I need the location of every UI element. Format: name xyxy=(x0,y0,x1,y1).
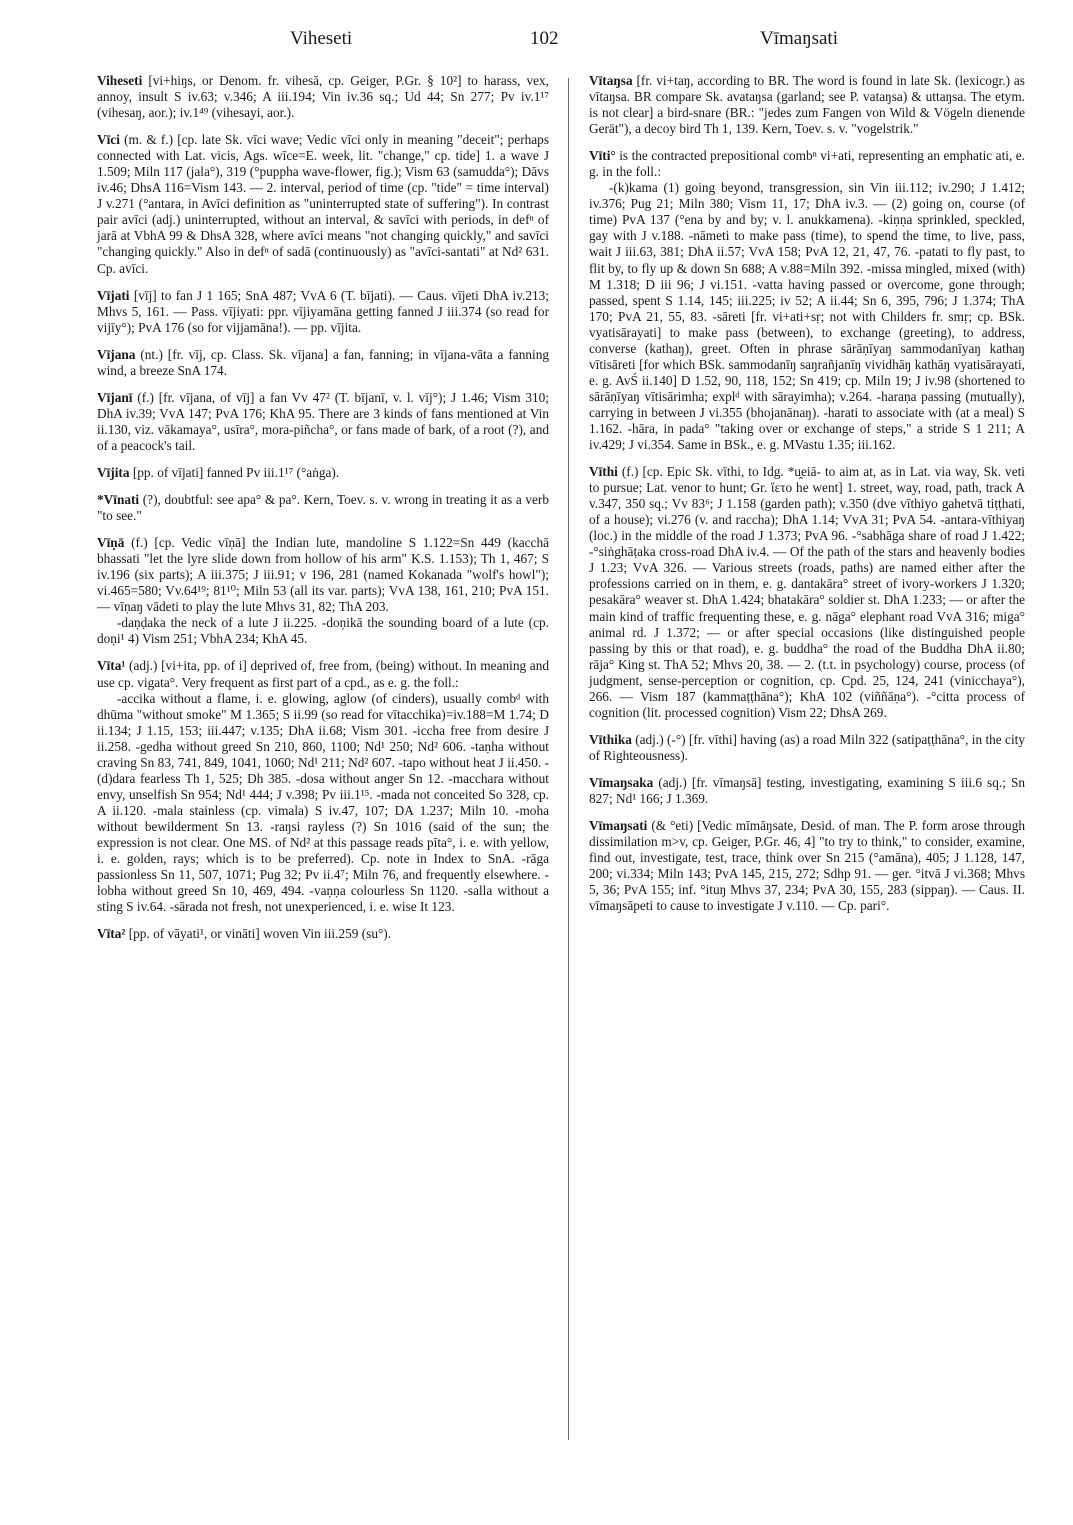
entry-text: is the contracted prepositional combⁿ vi+ati, representing an emphatic ati, e. g. in the foll.: xyxy=(589,148,1025,180)
dictionary-entry xyxy=(589,148,1025,180)
headword: Vījati xyxy=(97,287,130,303)
page-header xyxy=(0,28,1073,62)
entry-text: -accika without a flame, i. e. glowing, aglow (of cinders), usually combᵈ with dhūma "without smoke" M 1.365; S ii.99 (so read for vītacchika)=iv.188=M 1.74; D ii.134; J 1.15, 153; iii.447; v.135; DhA ii.68; Vism 301. -iccha free from desire J ii.258. -gedha without greed Sn 210, 860, 1100; Nd¹ 250; Nd² 606. -taṇha without craving Sn 83, 741, 849, 1041, 1060; Nd¹ 211; Nd² 607. -tapo without heat J ii.450. -(d)dara fearless Th 1, 525; Dh 385. -dosa without anger Sn 12. -macchara without envy, unselfish Sn 954; Nd¹ 444; J v.398; Pv iii.1¹⁵. -mada not conceited So 328, cp. A ii.120. -mala stainless (cp. vimala) S iv.47, 107; DA 1.237; Miln 10. -moha without bewilderment Sn 13. -raŋsi rayless (?) Sn 1016 (said of the sun; the expression is not clear. One MS. of Nd² at this passage reads pīta°, i. e. with yellow, i. e. golden, rays; which is to be preferred). Cp. note in Index to SnA. -rāga passionless Sn 11, 507, 1071; Pug 32; Pv ii.4⁷; Miln 76, and frequently elsewhere. -lobha without greed Sn 10, 469, 494. -vaṇṇa colourless Sn 1120. -salla without a sting S iv.64. -sārada not fresh, not unexperienced, i. e. wise It 123. xyxy=(97,690,549,915)
dictionary-entry xyxy=(97,288,549,336)
header-left-guideword: Viheseti xyxy=(290,28,353,49)
dictionary-entry xyxy=(589,73,1025,137)
column-divider xyxy=(568,78,569,1440)
headword: Vījanī xyxy=(97,389,133,405)
dictionary-entry xyxy=(97,535,549,615)
headword: Vījita xyxy=(97,464,130,480)
entry-text: (adj.) [vi+ita, pp. of i] deprived of, free from, (being) without. In meaning and use cp. vigata°. Very frequent as first part of a cpd., as e. g. the foll.: xyxy=(97,658,549,690)
entry-text: [pp. of vāyati¹, or vināti] woven Vin iii.259 (su°). xyxy=(125,926,392,942)
entry-text: [pp. of vījati] fanned Pv iii.1¹⁷ (°aṅga). xyxy=(129,464,340,480)
right-column xyxy=(589,73,1025,925)
dictionary-entry xyxy=(97,73,549,121)
entry-text: (adj.) (-°) [fr. vīthi] having (as) a road Miln 322 (satipaṭṭhāna°, in the city of Righteousness). xyxy=(589,731,1025,763)
entry-text: (?), doubtful: see apa° & pa°. Kern, Toev. s. v. wrong in treating it as a verb "to see." xyxy=(97,492,549,524)
dictionary-entry xyxy=(97,390,549,454)
entry-text: (adj.) [fr. vīmaŋsā] testing, investigating, examining S iii.6 sq.; Sn 827; Nd¹ 166; J 1.369. xyxy=(589,774,1025,806)
entry-text: (f.) [cp. Epic Sk. vīthi, to Idg. *u̯eiā- to aim at, as in Lat. via way, Sk. veti to pursue; Lat. venor to hunt; Gr. ἵετο he went] 1. street, way, road, path, track A v.347, 350 sq.; Vv 83⁶; J 1.158 (garden path); v.350 (dve vīthiyo gahetvā tiṭṭhati, of a house); vi.276 (v. and raccha); DhA 1.14; VvA 31; PvA 54. -antara-vīthiyaŋ (loc.) in the middle of the road J 1.373; PvA 96. -°sabhāga share of road J 1.422; -°siṅghāṭaka cross-road DhA iv.4. — Of the path of the stars and heavenly bodies J 1.23; VvA 326. — Various streets (roads, paths) are named either after the professions carried on in them, e. g. dantakāra° street of ivory-workers J 1.320; pesakāra° weaver st. DhA 1.424; bhatakāra° soldier st. DhA 1.233; — or after the main kind of traffic frequenting these, e. g. nāga° elephant road VvA 316; miga° animal rd. J 1.372; — or after special occasions (like distinguished people passing by this or that road), e. g. buddha° the road of the Buddha DhA ii.80; rāja° King st. ThA 52; Mhvs 20, 38. — 2. (t.t. in psychology) course, process (of judgment, sense-perception or cognition, cp. Cpd. 25, 124, 241 (vinicchaya°), 266. — Vism 187 (kammaṭṭhāna°); KhA 102 (viññāṇa°). -°citta process of cognition (lit. processed cognition) Vism 22; DhsA 269. xyxy=(589,464,1025,720)
entry-text: [vīj] to fan J 1 165; SnA 487; VvA 6 (T. bījati). — Caus. vījeti DhA iv.213; Mhvs 5, 161. — Pass. vījiyati: ppr. vījiyamāna getting fanned J iii.374 (so read for vijīy°); PvA 176 (so for vijjamāna!). — pp. vījita. xyxy=(97,287,549,335)
dictionary-entry xyxy=(97,658,549,690)
dictionary-entry xyxy=(97,132,549,276)
headword: Vījana xyxy=(97,346,136,362)
entry-text: (& °eti) [Vedic mīmāŋsate, Desid. of man. The P. form arose through dissimilation m>v, cp. Geiger, P.Gr. 46, 4] "to try to think," to consider, examine, find out, investigate, test, trace, think over Sn 215 (°amāna), 405; J 1.128, 147, 200; vi.334; Miln 143; PvA 145, 215, 272; Sdhp 91. — ger. °itvā J vi.368; Mhvs 5, 36; PvA 155; inf. °ituŋ Mhvs 37, 234; PvA 30, 155, 283 (sippaŋ). — Caus. II. vīmaŋsāpeti to cause to investigate J v.110. — Cp. pari°. xyxy=(589,818,1025,914)
entry-text: (m. & f.) [cp. late Sk. vīci wave; Vedic vīci only in meaning "deceit"; perhaps connected with Lat. vicis, Ags. wīce=E. week, lit. "change," cp. tide] 1. a wave J 1.509; Miln 117 (jala°), 319 (°puppha wave-flower, fig.); Vism 63 (samudda°); Dāvs iv.46; DhsA 116=Vism 143. — 2. interval, period of time (cp. "tide" = time interval) J v.271 (°antara, in Avīci definition as "uninterrupted state of suffering"). In contrast pair avīci (adj.) uninterrupted, without an interval, & savīci with periods, in defⁿ of jarā at VbhA 99 & DhsA 328, where avīci means "not changing quickly," and savīci "changing quickly." Also in defⁿ of sadā (continuously) as "avīci-santati" at Nd² 631. Cp. avīci. xyxy=(97,132,549,276)
headword: Vīta¹ xyxy=(97,658,126,674)
dictionary-subentry xyxy=(97,615,549,647)
headword: *Vīnati xyxy=(97,492,140,508)
dictionary-entry xyxy=(97,347,549,379)
headword: Vīthi xyxy=(589,464,618,480)
dictionary-entry xyxy=(589,732,1025,764)
headword: Vīmaŋsaka xyxy=(589,774,654,790)
header-right-guideword: Vīmaŋsati xyxy=(760,28,838,49)
headword: Vīta² xyxy=(97,926,126,942)
page-number: 102 xyxy=(530,28,559,49)
headword: Vīthika xyxy=(589,731,632,747)
entry-text: -(k)kama (1) going beyond, transgression, sin Vin iii.112; iv.290; J 1.412; iv.376; Pug 21; Miln 380; Vism 11, 17; DhA iv.3. — (2) going on, course (of time) PvA 137 (°ena by and by; v. l. anukkamena). -kiṇṇa sprinkled, speckled, gay with J v.188. -nāmeti to make pass (time), to spend the time, to live, pass, wait J iii.63, 381; DhA ii.57; VvA 158; PvA 12, 21, 47, 76. -patati to fly past, to flit by, to fly up & down Sn 688; A v.88=Miln 392. -missa mingled, mixed (with) M 1.318; D iii 96; J vi.151. -vatta having passed or overcome, gone through; passed, spent S 1.14, 145; iii.225; iv 52; A ii.44; Sn 6, 395, 796; J 1.374; ThA 170; PvA 21, 55, 83. -sāreti [fr. vi+ati+sṛ; not with Childers fr. smṛ; cp. BSk. vyatisārayati] to make pass (between), to exchange (greeting), to address, converse (kathaŋ), greet. Often in phrase sārāṇīyaŋ sammodanīyaŋ kathaŋ vītisāreti [for which BSk. sammodanīŋ saŋrañjanīŋ vividhāŋ kathāŋ vyatisārayati, e. g. AvŚ ii.140] D 1.52, 90, 118, 152; Sn 419; cp. Miln 19; J iv.98 (shortened to sārāṇīyaŋ vītisārimha; explᵈ with sārayimha); v.264. -haraṇa passing (mutually), carrying in between J vi.355 (bhojanānaŋ). -harati to associate with (at a meal) S 1.162. -hāra, in pada° "taking over or exchange of steps," a stride S 1 211; A iv.429; J vi.354. Same in BSk., e. g. MVastu 1.35; iii.162. xyxy=(589,180,1025,453)
entry-text: (nt.) [fr. vīj, cp. Class. Sk. vījana] a fan, fanning; in vījana-vāta a fanning wind, a breeze SnA 174. xyxy=(97,346,549,378)
dictionary-entry xyxy=(589,818,1025,914)
dictionary-entry xyxy=(97,465,549,481)
headword: Vītaŋsa xyxy=(589,73,633,88)
headword: Vīṇā xyxy=(97,535,125,551)
dictionary-entry xyxy=(589,464,1025,721)
dictionary-entry xyxy=(589,775,1025,807)
headword: Vīti° xyxy=(589,148,616,164)
dictionary-subentry xyxy=(97,691,549,916)
entry-text: [vi+hiŋs, or Denom. fr. vihesā, cp. Geiger, P.Gr. § 10²] to harass, vex, annoy, insult S iv.63; v.346; A iii.194; Vin iv.36 sq.; Ud 44; Sn 277; Pv iv.1¹⁷ (vihesaŋ, aor.); iv.1⁴⁹ (vihesayi, aor.). xyxy=(97,73,549,121)
headword: Vīmaŋsati xyxy=(589,818,648,834)
entry-text: (f.) [fr. vījana, of vīj] a fan Vv 47² (T. bījanī, v. l. vīj°); J 1.46; Vism 310; DhA iv.39; VvA 147; PvA 176; KhA 95. There are 3 kinds of fans mentioned at Vin ii.130, viz. vākamaya°, usīra°, mora-piñcha°, or fans made of bark, of a root (?), and of a peacock's tail. xyxy=(97,389,549,453)
dictionary-subentry xyxy=(589,180,1025,453)
dictionary-entry xyxy=(97,926,549,942)
dictionary-entry xyxy=(97,492,549,524)
entry-text: -daṇḍaka the neck of a lute J ii.225. -doṇikā the sounding board of a lute (cp. doṇi¹ 4) Vism 251; VbhA 234; KhA 45. xyxy=(97,615,549,647)
headword: Vīci xyxy=(97,132,120,148)
headword: Viheseti xyxy=(97,73,143,88)
left-column xyxy=(97,73,549,953)
entry-text: [fr. vi+taŋ, according to BR. The word is found in late Sk. (lexicogr.) as vītaŋsa. BR compare Sk. avataŋsa (garland; see P. vataŋsa) & uttaŋsa. The etym. is not clear] a bird-snare (BR.: "jedes zum Fangen von Wild & Vögeln dienende Gerät"), a decoy bird Th 1, 139. Kern, Toev. s. v. "vogelstrik." xyxy=(589,73,1025,137)
entry-text: (f.) [cp. Vedic vīṇā] the Indian lute, mandoline S 1.122=Sn 449 (kacchā bhassati "let the lyre slide down from hollow of his arm" K.S. 1.153); Th 1, 467; S iv.196 (six parts); A iii.375; J iii.91; v 196, 281 (named Kokanada "wolf's howl"); vi.465=580; Vv.64¹⁹; 81¹⁰; Miln 53 (all its var. parts); VvA 138, 161, 210; PvA 151. — vīṇaŋ vādeti to play the lute Mhvs 31, 82; ThA 203. xyxy=(97,535,549,615)
